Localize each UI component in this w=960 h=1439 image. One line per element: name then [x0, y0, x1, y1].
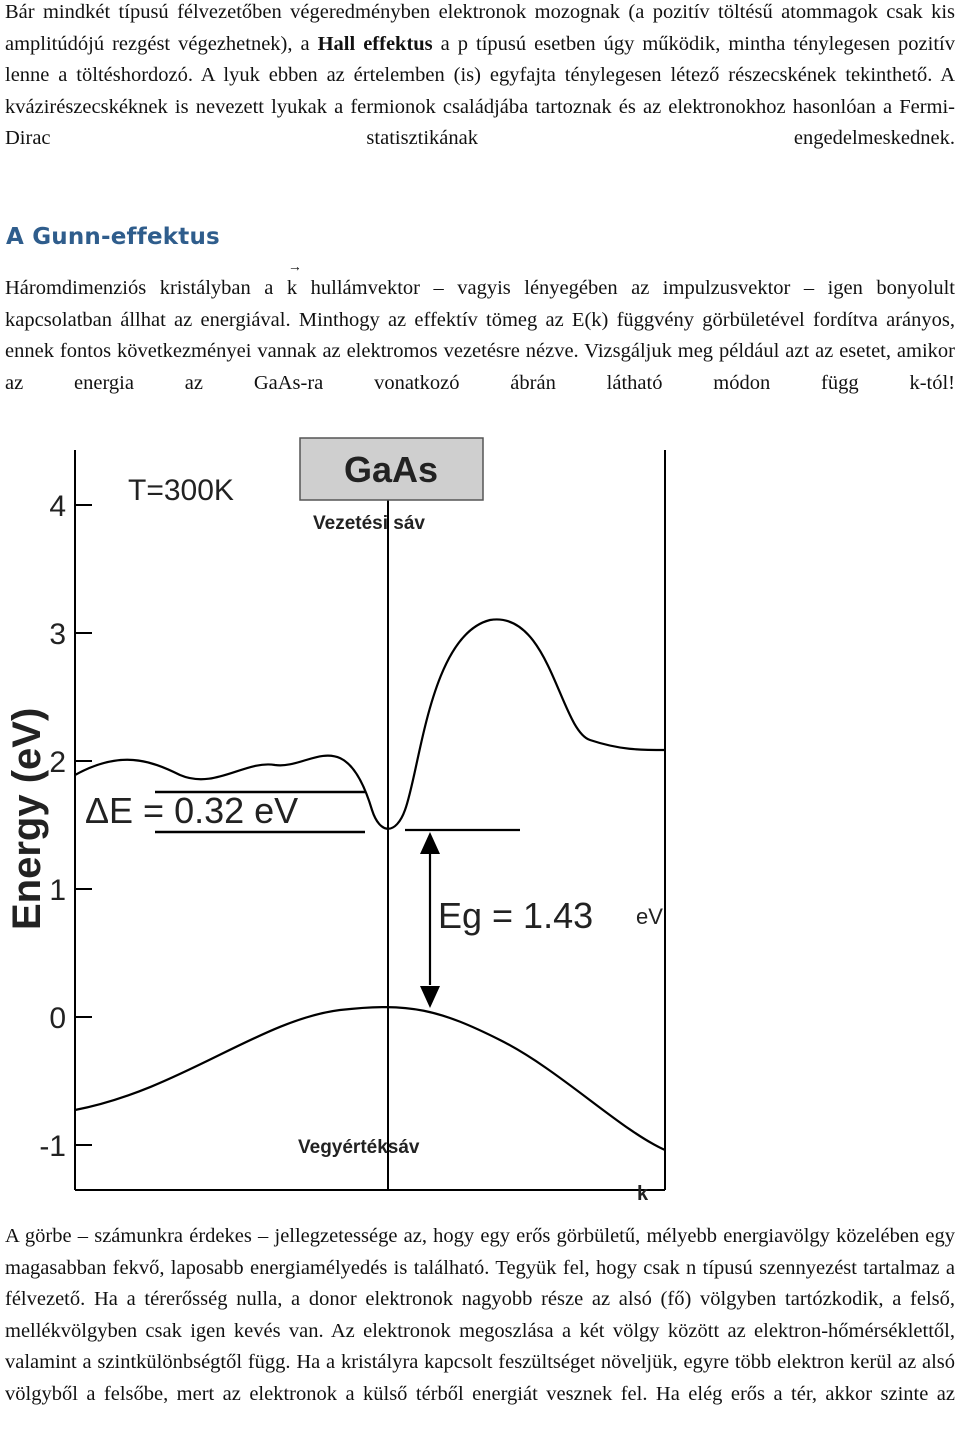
k-vector-symbol: [286, 260, 302, 305]
y-axis-label: Energy (eV): [5, 707, 49, 930]
para2-text-b: hullámvektor – vagyis lényegében az impulzusvektor – igen bonyolult kapcsolatban állhat az energiával. Minthogy az effektív tömeg az E(k) függvény görbületével fordítva arányos, ennek fontos következményei vannak az elektromos vezetésre nézve. Vizsgáljuk meg például azt az esetet, amikor az energia az GaAs-ra vonatkozó ábrán látható módon függ k-tól!: [5, 277, 955, 394]
para3-text-b: Ha a térerősség nulla, a donor elektronok nagyobb része az alsó (fő) völgyben tartózkodik, a felső, mellékvölgyben csak igen kevés van. Az elektronok megoszlása a két völgy között az elektron-hőmérséklettől, valamint a szintkülönbségtől függ.: [5, 1288, 955, 1373]
y-tick-label: 2: [49, 746, 66, 779]
eg-arrow-down-icon: [420, 986, 440, 1008]
para3-text-a: A görbe – számunkra érdekes – jellegzetessége az, hogy egy erős görbületű, mélyebb energiavölgy közelében egy magasabban fekvő, laposabb energiamélyedés is található. Tegyük fel, hogy csak n típusú szennyezést tartalmaz a félvezető.: [5, 1225, 955, 1310]
gaas-band-diagram: [0, 430, 700, 1210]
y-tick-label: 0: [49, 1002, 66, 1035]
hall-effect-term: Hall effektus: [317, 32, 433, 55]
para1-text-a: Bár mindkét típusú félvezetőben végeredményben elektronok mozognak (a pozitív töltésű atommagok csak kis amplitúdójú rezgést végezhetnek), a: [5, 1, 955, 55]
k-symbol: k: [286, 277, 298, 299]
x-axis-label: k: [637, 1183, 649, 1205]
y-tick-label: 4: [49, 490, 66, 523]
gunn-paragraph: [5, 260, 955, 399]
section-heading: A Gunn-effektus: [6, 224, 220, 250]
vector-arrow-icon: →: [287, 260, 302, 275]
eg-label: Eg = 1.43: [438, 895, 594, 936]
figure-title: GaAs: [343, 449, 439, 490]
para3-text-c: Ha a kristályra kapcsolt feszültséget növeljük, egyre több elektron kerül az alsó völgyből a felsőbe, mert az elektronok a külső térből energiát vesznek fel. Ha elég erős a tér, akkor szinte az: [5, 1351, 955, 1405]
temperature-label: T=300K: [128, 474, 234, 507]
conduction-band-label: Vezetési sáv: [313, 513, 425, 534]
y-tick-label: -1: [39, 1130, 66, 1163]
valence-band-label: Vegyértéksáv: [298, 1137, 420, 1158]
closing-paragraph: [5, 1221, 955, 1410]
delta-e-label: ΔE = 0.32 eV: [85, 790, 299, 831]
y-tick-label: 3: [49, 618, 66, 651]
eg-unit: eV: [636, 904, 663, 929]
eg-arrow-up-icon: [420, 832, 440, 854]
valence-band-curve: [75, 1007, 665, 1150]
y-tick-label: 1: [49, 874, 66, 907]
para2-text-a: Háromdimenziós kristályban a: [5, 277, 287, 299]
intro-paragraph: [5, 0, 955, 155]
para1-text-b: a p típusú esetben úgy működik, mintha ténylegesen pozitív lenne a töltéshordozó.: [5, 32, 955, 86]
para1-text-d: A kvázirészecskéknek is nevezett lyukak a fermionok családjába tartoznak és az elektronokhoz hasonlóan a Fermi-Dirac statisztikának engedelmeskednek.: [5, 64, 956, 149]
para1-text-c: A lyuk ebben az értelemben (is) egyfajta ténylegesen létező részecskének tekinthető.: [200, 64, 941, 86]
